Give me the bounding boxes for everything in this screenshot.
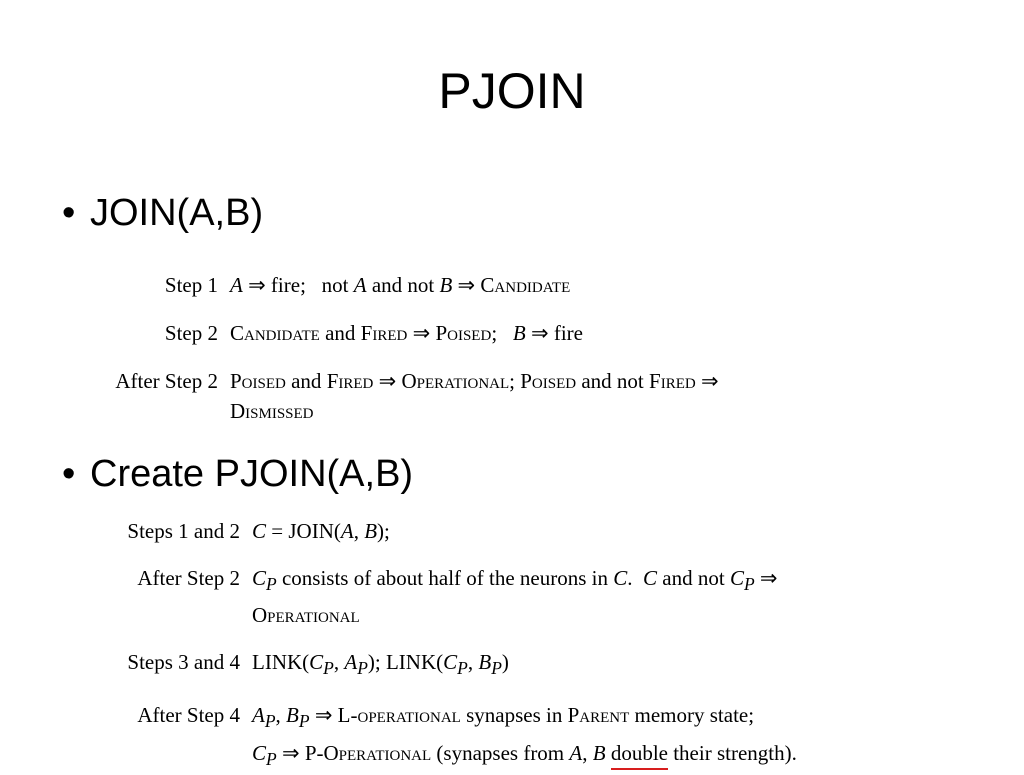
pjoin-steps [100,516,952,775]
pjoin-after2-label: After Step 2 [137,566,240,590]
pjoin-step34-label: Steps 3 and 4 [127,650,240,675]
join-after2-text: Poised and Fired ⇒ Operational; Poised and not Fired ⇒ Dismissed [230,369,719,423]
pjoin-step34-text: $LINK(C_P$, $A_P$); $LINK(C_P$, $B_P$) [252,650,509,679]
pjoin-after4-text: $A_P$, $B_P$ ⇒ L-operational synapses in Parent memory state; $C_P$ ⇒ P-Operational (synapses from A, B double their strength). [252,703,797,769]
bullet-join [62,192,263,235]
join-steps [100,270,870,426]
pjoin-step12-label: Steps 1 and 2 [127,519,240,543]
double-underline: double [611,741,668,770]
pjoin-step12-text: C = JOIN(A, B); [252,519,390,543]
join-step2-text: Candidate and Fired ⇒ Poised; B ⇒ fire [230,321,583,345]
join-step1-label: Step 1 [164,273,218,297]
bullet-join-text: JOIN(A,B) [90,192,264,234]
bullet-dot-icon: • [62,192,76,234]
pjoin-after2-text: $C_P$ consists of about half of the neurons in C. C and not $C_P$ ⇒ Operational [252,566,778,628]
bullet-dot-icon: • [62,453,76,495]
join-step1-text: A ⇒ fire; not A and not B ⇒ Candidate [230,273,571,297]
slide-title: PJOIN [438,63,586,119]
bullet-pjoin [62,453,413,496]
join-after2-label: After Step 2 [115,369,218,393]
bullet-pjoin-text: Create PJOIN(A,B) [90,453,414,495]
pjoin-after4-label: After Step 4 [137,703,240,728]
join-step2-label: Step 2 [164,321,218,345]
